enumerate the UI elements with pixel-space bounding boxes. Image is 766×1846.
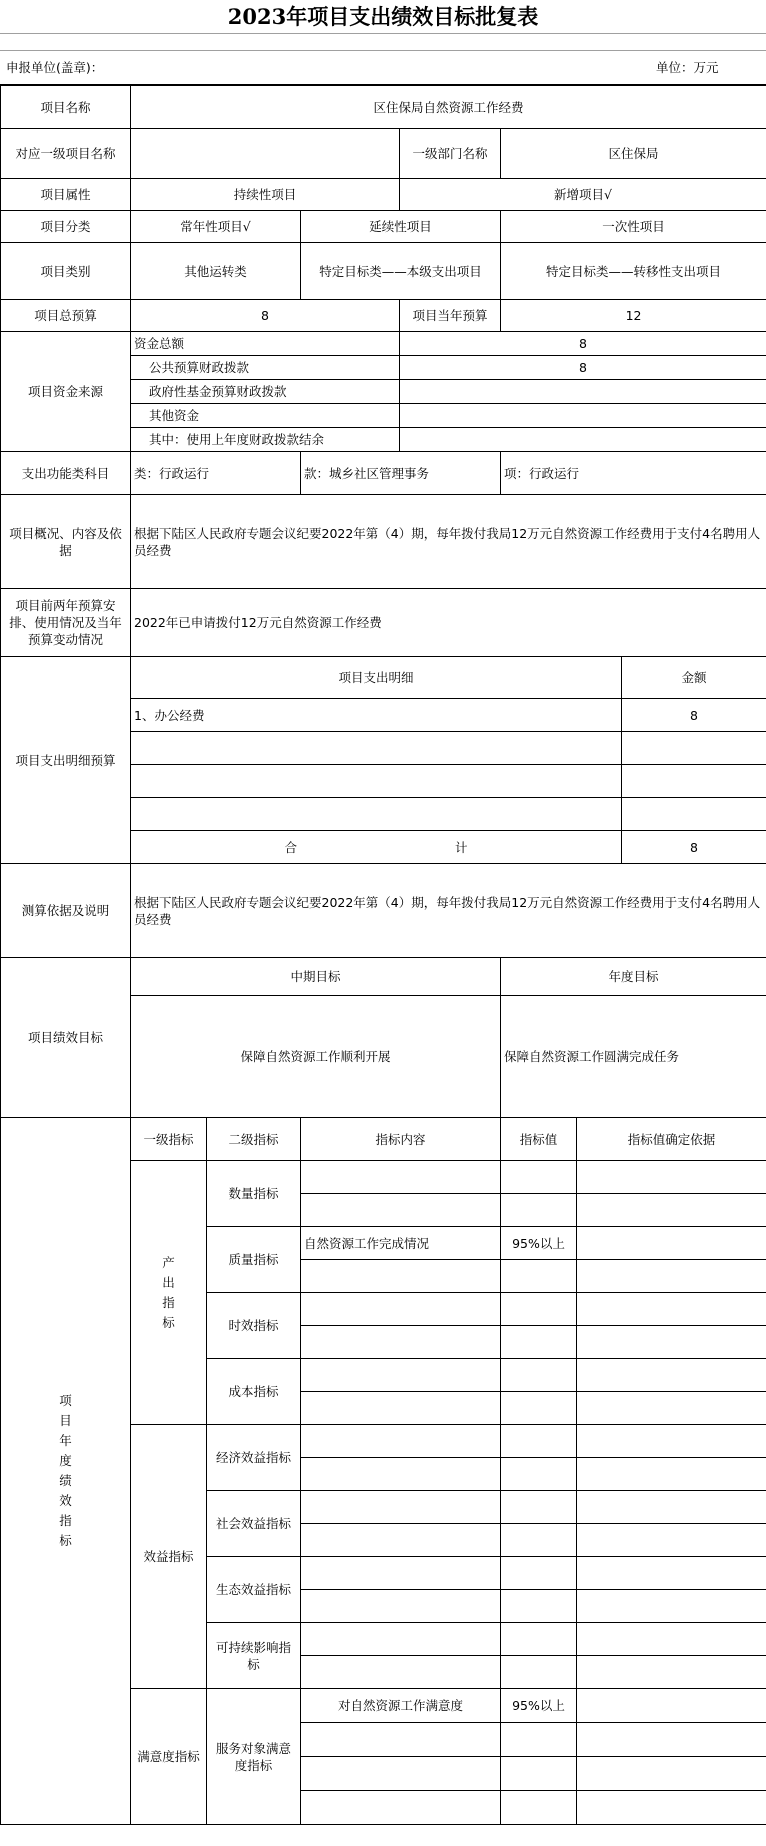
ind-timeliness: 时效指标 (207, 1293, 301, 1359)
label-project-name: 项目名称 (1, 86, 131, 129)
ind-header: 一级指标 (131, 1118, 207, 1161)
ind-quality-value: 95%以上 (501, 1227, 577, 1260)
ind-economic: 经济效益指标 (207, 1425, 301, 1491)
label-overview: 项目概况、内容及依据 (1, 495, 131, 589)
type-specific-transfer: 特定目标类——转移性支出项目 (501, 243, 766, 300)
fund-source-value (400, 380, 766, 404)
divider (0, 33, 766, 34)
detail-amount (622, 765, 766, 798)
detail-header-item: 项目支出明细 (131, 657, 622, 699)
mid-goal-text: 保障自然资源工作顺利开展 (131, 996, 501, 1118)
total-char-a: 合 (284, 839, 298, 855)
fund-source-value (400, 404, 766, 428)
label-detail-budget: 项目支出明细预算 (1, 657, 131, 864)
label-level1-project: 对应一级项目名称 (1, 129, 131, 179)
detail-item (131, 732, 622, 765)
label-total-budget: 项目总预算 (1, 300, 131, 332)
ind-header: 指标值确定依据 (577, 1118, 766, 1161)
fund-source-value: 8 (400, 356, 766, 380)
detail-total-amount: 8 (622, 831, 766, 864)
label-fund-source: 项目资金来源 (1, 332, 131, 452)
ind-satisfaction-level1: 满意度指标 (131, 1689, 207, 1825)
ind-quality: 质量指标 (207, 1227, 301, 1293)
ind-quantity: 数量指标 (207, 1161, 301, 1227)
fund-source-label: 政府性基金预算财政拨款 (131, 380, 400, 404)
label-annual-indicators: 项目年度绩效指标 (1, 1118, 131, 1825)
level1-dept-value: 区住保局 (501, 129, 766, 179)
ind-header: 指标内容 (301, 1118, 501, 1161)
label-func-subject: 支出功能类科目 (1, 452, 131, 495)
fund-source-value: 8 (400, 332, 766, 356)
detail-total-label (131, 831, 622, 864)
cat-regular: 常年性项目√ (131, 211, 301, 243)
attr-new: 新增项目√ (400, 179, 766, 211)
cat-onetime: 一次性项目 (501, 211, 766, 243)
unit-label: 单位：万元 (656, 60, 719, 75)
label-project-attr: 项目属性 (1, 179, 131, 211)
cat-extended: 延续性项目 (301, 211, 501, 243)
type-other-transfer: 其他运转类 (131, 243, 301, 300)
detail-item: 1、办公经费 (131, 699, 622, 732)
divider (0, 50, 766, 51)
ind-benefit-level1: 效益指标 (131, 1425, 207, 1689)
fund-source-label: 资金总额 (131, 332, 400, 356)
type-specific-level: 特定目标类——本级支出项目 (301, 243, 501, 300)
ind-quality-content: 自然资源工作完成情况 (301, 1227, 501, 1260)
attr-continuing: 持续性项目 (131, 179, 400, 211)
calc-basis-text: 根据下陆区人民政府专题会议纪要2022年第（4）期，每年拨付我局12万元自然资源工作经费用于支付4名聘用人员经费 (131, 864, 766, 958)
label-project-type: 项目类别 (1, 243, 131, 300)
label-calc-basis: 测算依据及说明 (1, 864, 131, 958)
label-project-category: 项目分类 (1, 211, 131, 243)
mid-goal-header: 中期目标 (131, 958, 501, 996)
ind-sustainable: 可持续影响指标 (207, 1623, 301, 1689)
detail-amount (622, 798, 766, 831)
label-prior-years: 项目前两年预算安排、使用情况及当年预算变动情况 (1, 589, 131, 657)
detail-amount: 8 (622, 699, 766, 732)
ind-cost: 成本指标 (207, 1359, 301, 1425)
detail-item (131, 798, 622, 831)
ind-satisfaction-value: 95%以上 (501, 1689, 577, 1723)
total-char-b: 计 (454, 839, 468, 855)
applicant-label: 申报单位(盖章)： (6, 60, 104, 75)
label-level1-dept: 一级部门名称 (400, 129, 501, 179)
func-class: 类：行政运行 (131, 452, 301, 495)
detail-item (131, 765, 622, 798)
ind-output-level1: 产出指标 (131, 1161, 207, 1425)
ind-social: 社会效益指标 (207, 1491, 301, 1557)
overview-text: 根据下陆区人民政府专题会议纪要2022年第（4）期，每年拨付我局12万元自然资源工作经费用于支付4名聘用人员经费 (131, 495, 766, 589)
approval-table (0, 85, 766, 1825)
level1-project-value (131, 129, 400, 179)
detail-header-amount: 金额 (622, 657, 766, 699)
annual-goal-header: 年度目标 (501, 958, 766, 996)
prior-years-text: 2022年已申请拨付12万元自然资源工作经费 (131, 589, 766, 657)
project-name-value: 区住保局自然资源工作经费 (131, 86, 766, 129)
total-budget-value: 8 (131, 300, 400, 332)
label-perf-goal: 项目绩效目标 (1, 958, 131, 1118)
ind-ecological: 生态效益指标 (207, 1557, 301, 1623)
fund-source-label: 其中：使用上年度财政拨款结余 (131, 428, 400, 452)
label-current-budget: 项目当年预算 (400, 300, 501, 332)
ind-header: 二级指标 (207, 1118, 301, 1161)
fund-source-label: 其他资金 (131, 404, 400, 428)
fund-source-label: 公共预算财政拨款 (131, 356, 400, 380)
current-budget-value: 12 (501, 300, 766, 332)
annual-goal-text: 保障自然资源工作圆满完成任务 (501, 996, 766, 1118)
fund-source-value (400, 428, 766, 452)
ind-service: 服务对象满意度指标 (207, 1689, 301, 1825)
ind-satisfaction-content: 对自然资源工作满意度 (301, 1689, 501, 1723)
page-title: 2023年项目支出绩效目标批复表 (227, 4, 539, 29)
func-item: 项：行政运行 (501, 452, 766, 495)
detail-amount (622, 732, 766, 765)
ind-header: 指标值 (501, 1118, 577, 1161)
func-section: 款：城乡社区管理事务 (301, 452, 501, 495)
